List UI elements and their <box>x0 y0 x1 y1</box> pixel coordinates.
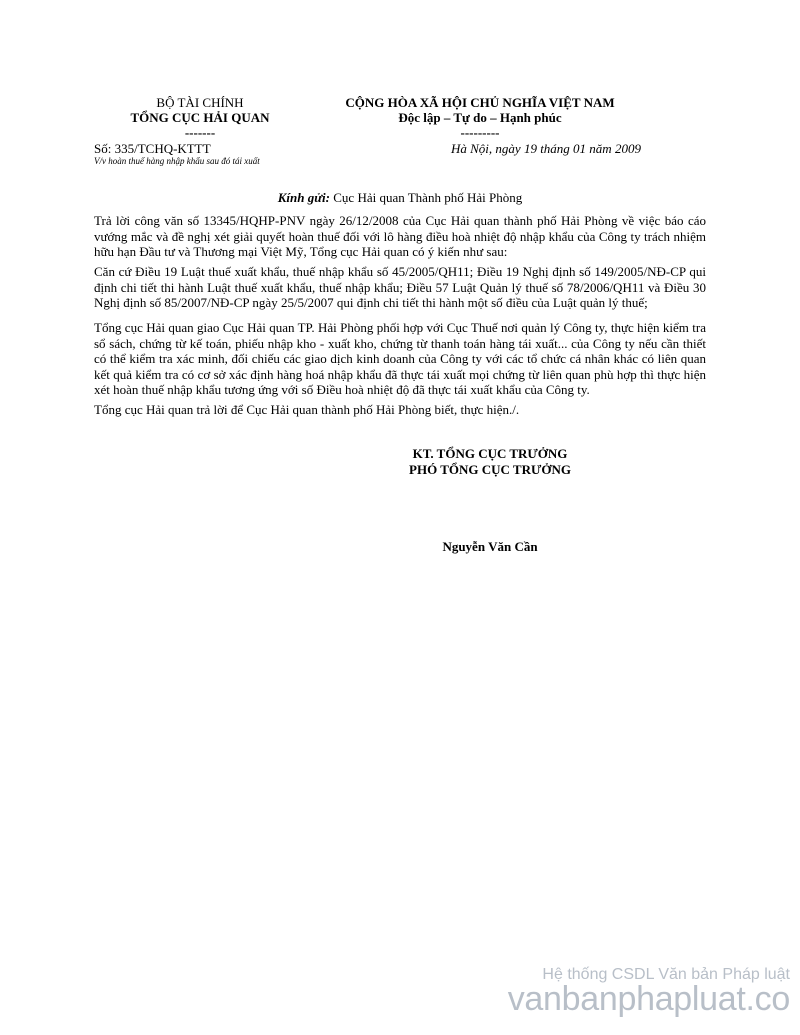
department-name: TỔNG CỤC HẢI QUAN <box>130 110 270 125</box>
signature-title: KT. TỔNG CỤC TRƯỞNG <box>412 446 568 461</box>
left-divider: ------- <box>184 125 216 140</box>
national-motto: Độc lập – Tự do – Hạnh phúc <box>398 110 562 125</box>
recipient-name: Cục Hải quan Thành phố Hải Phòng <box>330 190 523 205</box>
signer-name: Nguyễn Văn Cần <box>442 539 538 554</box>
body-paragraph: Tổng cục Hải quan trả lời để Cục Hải quan thành phố Hải Phòng biết, thực hiện./. <box>94 402 520 417</box>
body-paragraph: Trả lời công văn số 13345/HQHP-PNV ngày 26/12/2008 của Cục Hải quan thành phố Hải Phòng về việc báo cáo vướng mắc và đề nghị xét giải quyết hoàn thuế đối với lô hàng điều hoà nhiệt độ nhập khẩu của Công ty trách nhiệm hữu hạn Đầu tư và Thương mại Việt Mỹ, Tổng cục Hải quan có ý kiến như sau: <box>94 213 706 259</box>
signature-block <box>370 446 610 478</box>
right-divider: --------- <box>460 125 500 140</box>
document-number: Số: 335/TCHQ-KTTT <box>94 141 211 156</box>
watermark-caption: Hệ thống CSDL Văn bản Pháp luật <box>542 966 790 983</box>
recipient-label: Kính gửi: <box>277 190 330 205</box>
nation-name: CỘNG HÒA XÃ HỘI CHỦ NGHĨA VIỆT NAM <box>345 95 615 110</box>
recipient-line <box>94 190 706 206</box>
document-date: Hà Nội, ngày 19 tháng 01 năm 2009 <box>451 141 641 156</box>
issuing-agency-header <box>120 95 280 140</box>
body-paragraph: Tổng cục Hải quan giao Cục Hải quan TP. Hải Phòng phối hợp với Cục Thuế nơi quản lý Công ty, thực hiện kiểm tra sổ sách, chứng từ kế toán, phiếu nhập kho - xuất kho, chứng từ thanh toán hàng tái xuất... của Công ty nếu cần thiết có thể kiểm tra xác minh, đối chiếu các giao dịch kinh doanh của Công ty với các tổ chức cá nhân khác có liên quan kết quả kiểm tra có cơ sở xác định hàng hoá nhập khẩu đã thực tái xuất mọi chứng từ liên quan phù hợp thì thực hiện xét hoàn thuế nhập khẩu tương ứng với số Điều hoà nhiệt độ đã thực tái xuất khẩu của Công ty. <box>94 320 706 397</box>
ministry-name: BỘ TÀI CHÍNH <box>156 95 244 110</box>
body-paragraph: Căn cứ Điều 19 Luật thuế xuất khẩu, thuế nhập khẩu số 45/2005/QH11; Điều 19 Nghị định số 149/2005/NĐ-CP qui định chi tiết thi hành Luật thuế xuất khẩu, thuế nhập khẩu; Điều 57 Luật Quản lý thuế số 78/2006/QH11 và Điều 30 Nghị định số 85/2007/NĐ-CP ngày 25/5/2007 qui định chi tiết thi hành một số điều của Luật quản lý thuế; <box>94 264 706 310</box>
national-header <box>320 95 640 140</box>
document-subject: V/v hoàn thuế hàng nhập khẩu sau đó tái xuất <box>94 156 260 166</box>
watermark-site: vanbanphapluat.co <box>507 980 790 1018</box>
signature-position: PHÓ TỔNG CỤC TRƯỞNG <box>409 462 571 477</box>
